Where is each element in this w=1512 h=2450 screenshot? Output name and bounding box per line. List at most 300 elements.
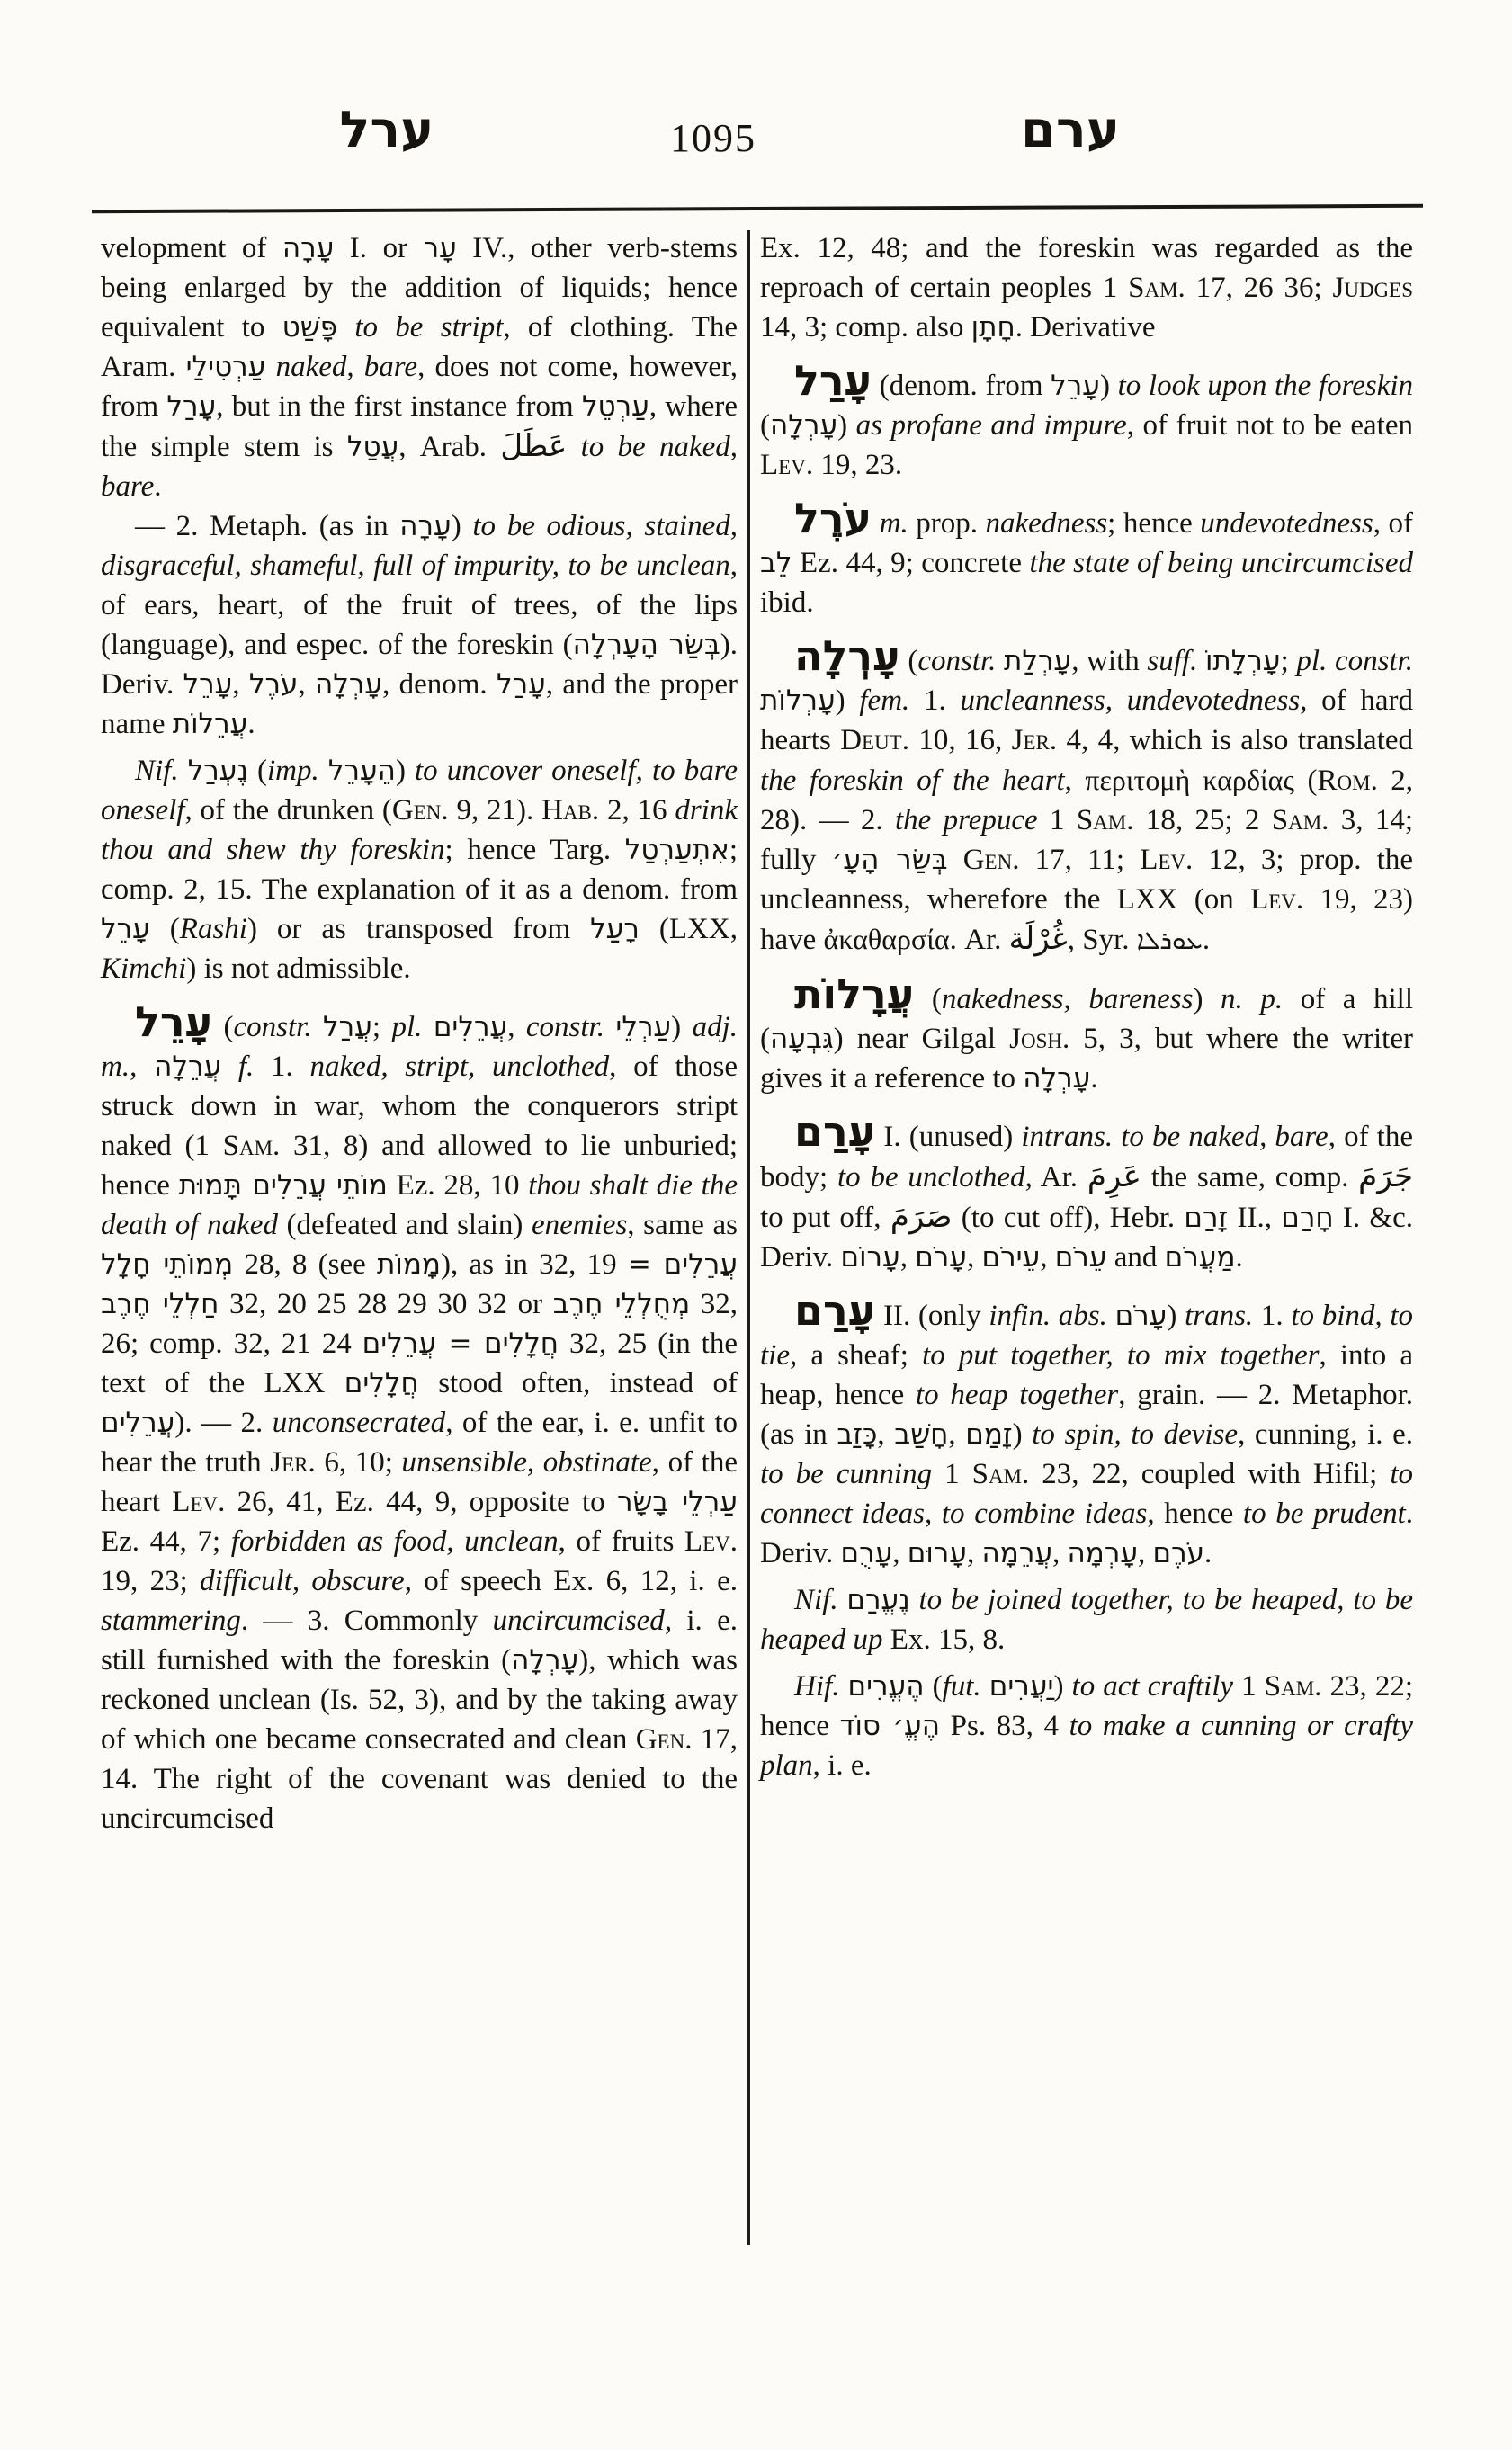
hebrew-text: חָתָן (971, 311, 1015, 344)
italic-text-run: to be cunning (760, 1458, 933, 1490)
text-run (312, 1011, 323, 1043)
italic-text-run: constr. (233, 1011, 312, 1043)
text-run: ) (835, 684, 860, 717)
hebrew-text: הֵעָרֵל (327, 755, 396, 787)
text-run: ) (837, 409, 856, 442)
scripture-reference: Rom. (1317, 765, 1378, 797)
left-column (101, 228, 738, 2245)
text-run: ; hence (1107, 507, 1201, 540)
text-run: , grain. — 2. Metaphor. (as in (760, 1379, 1413, 1451)
italic-text-run: fut. (942, 1670, 981, 1703)
italic-text-run: difficult, obscure (200, 1565, 405, 1597)
hebrew-text: עָרַל (496, 668, 546, 701)
hebrew-text: כָּזַב (837, 1418, 878, 1451)
hebrew-text: עֹרֶם (1152, 1537, 1205, 1569)
text-run: ) (671, 1011, 693, 1043)
text-run: Ps. 83, 4 (940, 1710, 1069, 1742)
text-run: , of the heart (101, 1446, 738, 1518)
running-head-left-hebrew-word: ערל (339, 101, 434, 159)
hebrew-text: עָרֵל (101, 913, 150, 945)
italic-text-run: m. (879, 507, 908, 540)
text-run: . — 3. Commonly (240, 1605, 493, 1637)
text-run: , (1064, 765, 1086, 797)
text-run: . Deriv. (760, 1498, 1413, 1569)
text-run: ) (1053, 1670, 1072, 1703)
running-head-right-hebrew-word: ערם (1020, 101, 1120, 159)
italic-text-run: the state of being uncircumcised (1029, 547, 1414, 579)
hebrew-text: מוֹתֵי עֲרֵלִים תָּמוּת (178, 1169, 388, 1202)
text-run (422, 1011, 433, 1043)
text-run: . (1204, 1537, 1212, 1569)
text-run: I. or (334, 232, 424, 264)
hebrew-text: עֵרֹם (1054, 1241, 1107, 1274)
text-run: 23, 22, coupled with Hifil; (1029, 1458, 1391, 1490)
scripture-reference: Sam. (1271, 804, 1329, 836)
text-run: of a hill ( (760, 983, 1413, 1055)
text-run: 3, 14; fully (760, 804, 1413, 876)
text-run: , does not come, however, from (101, 351, 738, 423)
hebrew-text: נֶעֱרַם (846, 1584, 910, 1616)
text-run: 5, 3, but where the writer gives it a reference to (760, 1023, 1413, 1095)
hebrew-text: עֲרֵלוֹת (172, 708, 248, 740)
italic-text-run: enemies (532, 1209, 628, 1241)
text-run: ( (149, 913, 180, 945)
italic-text-run: naked, stript, unclothed (309, 1051, 610, 1083)
italic-text-run: to spin, to devise (1032, 1418, 1239, 1451)
text-run: ), as in 32, 19 (440, 1248, 628, 1281)
text-run: . (1202, 924, 1211, 956)
entry-orlah-noun (760, 631, 1414, 961)
italic-text-run: as profane and impure (855, 409, 1127, 442)
text-run: ( (899, 645, 918, 677)
text-run: 14, 3; comp. also (760, 311, 971, 344)
arabic-text: صَرَمَ (890, 1199, 953, 1235)
text-run: ) (1167, 1300, 1185, 1332)
text-run: , (1040, 1241, 1055, 1274)
hebrew-text: אִתְעַרְטַל (624, 834, 729, 866)
scripture-reference: Lev. (1250, 883, 1304, 916)
text-run (910, 1584, 919, 1616)
text-run: , of the ear, i. e. unfit to hear the truth (101, 1407, 738, 1479)
text-run: . Derivative (1015, 311, 1156, 344)
text-run: 19, 23; (101, 1565, 201, 1597)
text-run: , (507, 1011, 526, 1043)
italic-text-run: pl. constr. (1296, 645, 1414, 677)
scripture-reference: Lev. (1140, 844, 1194, 876)
text-run: 17, 11; (1019, 844, 1141, 876)
italic-text-run: nakedness (985, 507, 1108, 540)
text-run: . (1090, 1062, 1098, 1095)
hebrew-text: חָשַׁב (894, 1418, 949, 1451)
niphal-section-paragraph (101, 751, 738, 988)
text-run (221, 1051, 238, 1083)
text-run: Ex. 12, 48; and the foreskin was regarded as the reproach of certain peoples 1 (760, 232, 1413, 304)
hebrew-text: נֶעְרַל (187, 755, 248, 787)
hebrew-text: עַרְטֵל (581, 390, 649, 423)
sense-2-metaphor-paragraph (101, 506, 738, 744)
text-run (981, 1670, 989, 1703)
text-run: , (130, 1051, 155, 1083)
text-run (872, 507, 880, 540)
hebrew-headword: עָרְלָה (794, 631, 900, 680)
text-run: ( (1294, 765, 1318, 797)
hebrew-text: רָעַל (590, 913, 640, 945)
scripture-reference: Josh. (1009, 1023, 1070, 1055)
text-run: ; (1280, 645, 1297, 677)
text-run: ). Deriv. (101, 629, 738, 701)
hebrew-text: עָרָה (399, 510, 452, 542)
text-run: ) (451, 510, 473, 542)
text-run: ( (924, 1670, 943, 1703)
hebrew-text: מְחֻלְלֵי חֶרֶב (552, 1288, 691, 1320)
text-run: (defeated and slain) (277, 1209, 532, 1241)
text-run: 2, 16 (599, 794, 675, 827)
italic-text-run: undevotedness (1200, 507, 1373, 540)
continuation-development-paragraph (101, 228, 738, 506)
text-run: ( (247, 755, 268, 787)
hebrew-headword: עָרֵל (135, 997, 213, 1046)
italic-text-run: adj. m. (101, 1011, 738, 1083)
italic-text-run: drink thou and shew thy foreskin (101, 794, 738, 866)
italic-text-run: to put together, to mix together (922, 1339, 1320, 1372)
continuation-uncircumcised-paragraph (760, 228, 1413, 347)
hebrew-text: עָרֹם (915, 1241, 968, 1274)
italic-text-run: to be stript (354, 311, 504, 344)
text-run: , (899, 1241, 916, 1274)
italic-text-run: uncircumcised (492, 1605, 665, 1637)
scripture-reference: Jer. (1011, 724, 1058, 756)
hebrew-text: עָרְלוֹת (760, 684, 836, 717)
hebrew-text: בְּשַׂר הָעָ׳ (831, 844, 948, 876)
hebrew-headword: עֲרָלוֹת (794, 970, 915, 1018)
hebrew-text: עָרַל (166, 390, 217, 423)
scripture-reference: Gen. (962, 844, 1020, 876)
text-run: , i. e. (812, 1749, 872, 1782)
text-run: , (1052, 1537, 1068, 1569)
text-run: . (154, 470, 162, 503)
scripture-reference: Gen. (391, 794, 449, 827)
hebrew-text: עָרְלַת (1004, 645, 1072, 677)
scripture-reference: Gen. (635, 1723, 693, 1756)
text-run: , (1138, 1537, 1153, 1569)
text-run: 32, 20 25 28 29 30 32 or (219, 1288, 553, 1320)
hebrew-text: עָרֹם (1114, 1300, 1168, 1332)
text-run: ) (1193, 983, 1221, 1015)
text-run: 32, 26; comp. 32, 21 24 (101, 1288, 738, 1360)
italic-text-run: to be joined together, to be heaped, to be heaped up (760, 1584, 1414, 1656)
text-run: . (1235, 1241, 1243, 1274)
hebrew-text: הֶעֱ׳ סוֹד (839, 1710, 941, 1742)
text-run: , Arab. (398, 431, 501, 463)
hebrew-text: עָרֵל (183, 668, 233, 701)
hebrew-text: עָרוֹם (840, 1241, 900, 1274)
text-run: ; (371, 1011, 392, 1043)
hebrew-text: עָר (423, 232, 457, 264)
text-run: Ez. 28, 10 (387, 1169, 529, 1202)
text-run (337, 311, 354, 344)
syriac-text: ܥܘܪܠܐ (1136, 925, 1203, 955)
italic-text-run: f. (237, 1051, 255, 1083)
italic-text-run: to act craftily (1071, 1670, 1234, 1703)
scripture-reference: Hab. (541, 794, 600, 827)
text-run: 26, 41, Ez. 44, 9, opposite to (225, 1486, 617, 1518)
text-run: the same, comp. (1141, 1161, 1359, 1194)
page-number: 1095 (670, 116, 756, 160)
text-run: , where the simple stem is (101, 390, 738, 463)
column-divider-rule (747, 230, 750, 2245)
italic-text-run: trans. (1185, 1300, 1254, 1332)
text-run: ). — 2. (174, 1407, 273, 1439)
text-run (1107, 1300, 1115, 1332)
text-run: , and the proper name (101, 668, 738, 740)
text-run: ) is not admissible. (186, 952, 411, 985)
text-run: 18, 25; 2 (1133, 804, 1272, 836)
text-run: 1. (909, 684, 961, 717)
hebrew-headword: עָרַל (794, 356, 872, 405)
italic-text-run: naked, bare (275, 351, 418, 383)
text-run: Ex. 15, 8. (882, 1623, 1006, 1656)
text-run: , of the drunken ( (184, 794, 392, 827)
running-head-left (297, 101, 477, 182)
text-run: 4, 4, which is also translated (1057, 724, 1414, 756)
text-run: ; hence Targ. (444, 834, 625, 866)
text-run (948, 844, 963, 876)
hebrew-text: חֲלָלִים (344, 1367, 419, 1399)
text-run: II., (1228, 1202, 1282, 1234)
scripture-reference: Deut. (840, 724, 909, 756)
entry-aram-2-verb (760, 1286, 1414, 1573)
text-run (567, 431, 580, 463)
italic-text-run: to be unclothed (837, 1161, 1025, 1194)
hebrew-text: פָּשַׁט (282, 311, 338, 344)
entry-aral-denominative-verb (760, 356, 1414, 485)
hebrew-text: עַרְלֵי (615, 1011, 672, 1043)
text-run: , of the body; (760, 1121, 1413, 1194)
text-run (604, 1011, 615, 1043)
running-head-right (980, 101, 1160, 182)
text-run (1197, 645, 1205, 677)
hebrew-text: עָרְלָה (315, 668, 383, 701)
text-run: 19, 23) have (760, 883, 1413, 956)
scripture-reference: Lev. (172, 1486, 226, 1518)
hebrew-text: עֲרֵלִים (101, 1407, 175, 1439)
text-run: , of ears, heart, of the fruit of trees, of the lips (language), and espec. of the foreskin ( (101, 550, 738, 661)
scripture-reference: Judges (1332, 272, 1414, 304)
text-run: 10, 16, (908, 724, 1012, 756)
hebrew-text: עָרֻם (840, 1537, 893, 1569)
text-run: ) (1100, 370, 1118, 402)
text-run: 1. (1253, 1300, 1292, 1332)
italic-text-run: to uncover oneself, to bare oneself (101, 755, 738, 827)
hebrew-text: עֲרֵלָה (154, 1051, 222, 1083)
hebrew-text: עָרְלָה (511, 1644, 579, 1677)
italic-text-run: Nif. (135, 755, 188, 787)
italic-text-run: n. p. (1221, 983, 1284, 1015)
hebrew-text: הֶעֱרִים (847, 1670, 925, 1703)
text-run: 19, 23. (813, 449, 903, 481)
italic-text-run: imp. (267, 755, 328, 787)
scripture-reference: Sam. (1264, 1670, 1322, 1703)
italic-text-run: unconsecrated (272, 1407, 446, 1439)
entry-aram-1-verb (760, 1107, 1413, 1277)
niphal-section-paragraph (760, 1580, 1413, 1659)
hebrew-text: זָמַם (965, 1418, 1013, 1451)
entry-araloth-proper-name (760, 970, 1413, 1098)
hebrew-text: עָרָה (282, 232, 335, 264)
italic-text-run: suff. (1147, 645, 1198, 677)
text-run: 17, 26 36; (1185, 272, 1333, 304)
text-run: , (948, 1418, 966, 1451)
italic-text-run: stammering (101, 1605, 241, 1637)
entry-arel-adjective (101, 997, 738, 1838)
italic-text-run: Hif. (794, 1670, 848, 1703)
text-run: ), which was reckoned unclean (Is. 52, 3), and by the taking away of which one became consecrated and clean (101, 1644, 738, 1756)
italic-text-run: constr. (525, 1011, 604, 1043)
text-run: ) near Gilgal (833, 1023, 1010, 1055)
text-run: — 2. Metaph. (as in (135, 510, 400, 542)
text-run: , (967, 1241, 982, 1274)
italic-text-run: pl. (391, 1011, 423, 1043)
right-column (760, 228, 1413, 2245)
italic-text-run: Rashi (179, 913, 247, 945)
italic-text-run: to connect ideas, to combine ideas (760, 1458, 1413, 1530)
text-run: , a sheaf; (789, 1339, 923, 1372)
hiphil-section-paragraph (760, 1667, 1413, 1785)
text-run: velopment of (101, 232, 282, 264)
scripture-reference: Sam. (1076, 804, 1134, 836)
italic-text-run: fem. (859, 684, 910, 717)
text-run: ( (760, 409, 770, 442)
text-run: ) (1012, 1418, 1033, 1451)
italic-text-run: to heap together (915, 1379, 1119, 1411)
text-run: , with (1071, 645, 1148, 677)
text-run: , denom. (382, 668, 497, 701)
text-run: prop. (908, 507, 986, 540)
text-run: 17, 14. The right of the covenant was denied to the uncircumcised (101, 1723, 738, 1835)
italic-text-run: Kimchi (101, 952, 187, 985)
italic-text-run: intrans. to be naked, bare (1021, 1121, 1329, 1153)
text-run: II. (only (875, 1300, 989, 1332)
italic-text-run: to make a cunning or crafty plan (760, 1710, 1413, 1782)
italic-text-run: to be odious, stained, disgraceful, shameful, full of impurity, to be unclean (101, 510, 738, 582)
italic-text-run: to bind, to tie (760, 1300, 1414, 1372)
italic-text-run: infin. abs. (989, 1300, 1107, 1332)
text-run: to put off, (760, 1202, 890, 1234)
hebrew-headword: עֹרֶל (794, 494, 872, 542)
text-run: , into a heap, hence (760, 1339, 1413, 1411)
italic-text-run: to be naked, bare (101, 431, 738, 503)
text-run: , i. e. still furnished with the foreskin ( (101, 1605, 738, 1677)
text-run: and (1106, 1241, 1165, 1274)
text-run: ) (395, 755, 416, 787)
hebrew-text: עֵירֹם (981, 1241, 1041, 1274)
text-run: 9, 21). (448, 794, 542, 827)
text-run: , (892, 1537, 908, 1569)
text-run: 23, 22; hence (760, 1670, 1414, 1742)
scripture-reference: Lev. (684, 1525, 738, 1558)
text-run: , Ar. (1024, 1161, 1087, 1194)
text-run: . Ar. (949, 924, 1009, 956)
text-run: , (877, 1418, 895, 1451)
italic-text-run: constr. (917, 645, 997, 677)
greek-text: ἀκαθαρσία (823, 923, 950, 955)
hebrew-text: עֲרַל (323, 1011, 372, 1043)
text-run: , of speech Ex. 6, 12, i. e. (404, 1565, 738, 1597)
text-run: 32, 25 (in the text of the LXX (101, 1328, 738, 1399)
italic-text-run: to look upon the foreskin (1117, 370, 1414, 402)
text-run: , of those struck down in war, whom the conquerors stript naked (1 (101, 1051, 738, 1162)
arabic-text: عَطَلَ (500, 428, 568, 464)
scripture-reference: Lev. (760, 449, 814, 481)
hebrew-text: עָרְלָתוֹ (1204, 645, 1281, 677)
hebrew-text: עָרֵל (1051, 370, 1100, 402)
hebrew-text: מַעֲרֹם (1164, 1241, 1236, 1274)
italic-text-run: thou shalt die the death of naked (101, 1169, 738, 1241)
hebrew-headword: עָרַם (794, 1107, 876, 1156)
text-run: , of hard hearts (760, 684, 1413, 756)
entry-orel-noun (760, 494, 1414, 622)
text-run (996, 645, 1004, 677)
hebrew-text: חָרַם (1281, 1202, 1334, 1234)
hebrew-text: עָרְלָה (770, 409, 838, 442)
text-run: 1. (254, 1051, 310, 1083)
text-run: , but in the first instance from (216, 390, 582, 423)
text-run: 12, 3; prop. the uncleanness, wherefore the LXX (on (760, 844, 1413, 916)
text-run: 6, 10; (315, 1446, 402, 1479)
italic-text-run: nakedness, bareness (941, 983, 1194, 1015)
text-run: (denom. from (872, 370, 1051, 402)
greek-text: περιτομὴ καρδίας (1085, 764, 1295, 796)
text-run: 2, 28). — 2. (760, 765, 1413, 836)
text-run: ; comp. 2, 15. The explanation of it as a denom. from (101, 834, 738, 906)
scripture-reference: Sam. (1128, 272, 1185, 304)
hebrew-text: גִּבְעָה (770, 1023, 834, 1055)
hebrew-text: לֵב (760, 547, 792, 579)
hebrew-text: עַרְטִילַי (185, 351, 266, 383)
text-run: 1 (1233, 1670, 1265, 1703)
hebrew-text: בְּשַׂר הָעָרְלָה (572, 629, 720, 661)
hebrew-headword: עָרַם (794, 1286, 876, 1335)
hebrew-text: מְמוֹתֵי חָלָל (101, 1248, 234, 1281)
text-run: ( (212, 1011, 234, 1043)
italic-text-run: forbidden as food, unclean (230, 1525, 559, 1558)
scripture-reference: Sam. (222, 1130, 281, 1162)
text-run: IV., other verb-stems being enlarged by the addition of liquids; hence equivalent to (101, 232, 738, 344)
text-run: (to cut off), Hebr. (952, 1202, 1185, 1234)
hebrew-text: עֲרֵמָה (981, 1537, 1053, 1569)
italic-text-run: unsensible, obstinate (401, 1446, 652, 1479)
text-run: Ez. 44, 9; concrete (792, 547, 1030, 579)
hebrew-text: יַעֲרִים (989, 1670, 1054, 1703)
italic-text-run: the foreskin of the heart (760, 765, 1065, 797)
scripture-reference: Jer. (270, 1446, 316, 1479)
text-run: 31, 8) and allowed to lie unburied; hence (101, 1130, 738, 1202)
text-run: ibid. (760, 586, 814, 619)
text-run: , Syr. (1067, 924, 1137, 956)
text-columns (101, 228, 1416, 2245)
scripture-reference: Sam. (971, 1458, 1030, 1490)
text-run: . (247, 708, 255, 740)
text-run: , of fruit not to be eaten (1126, 409, 1413, 442)
arabic-text: غُرْلَة (1008, 921, 1068, 957)
italic-text-run: Nif. (794, 1584, 847, 1616)
text-run: , (967, 1537, 982, 1569)
hebrew-text: עֲרֵלִים (433, 1011, 508, 1043)
text-run: , (232, 668, 249, 701)
text-run: 28, 8 (see (233, 1248, 378, 1281)
text-run (265, 351, 275, 383)
hebrew-text: עָרְלָה (1023, 1062, 1091, 1095)
